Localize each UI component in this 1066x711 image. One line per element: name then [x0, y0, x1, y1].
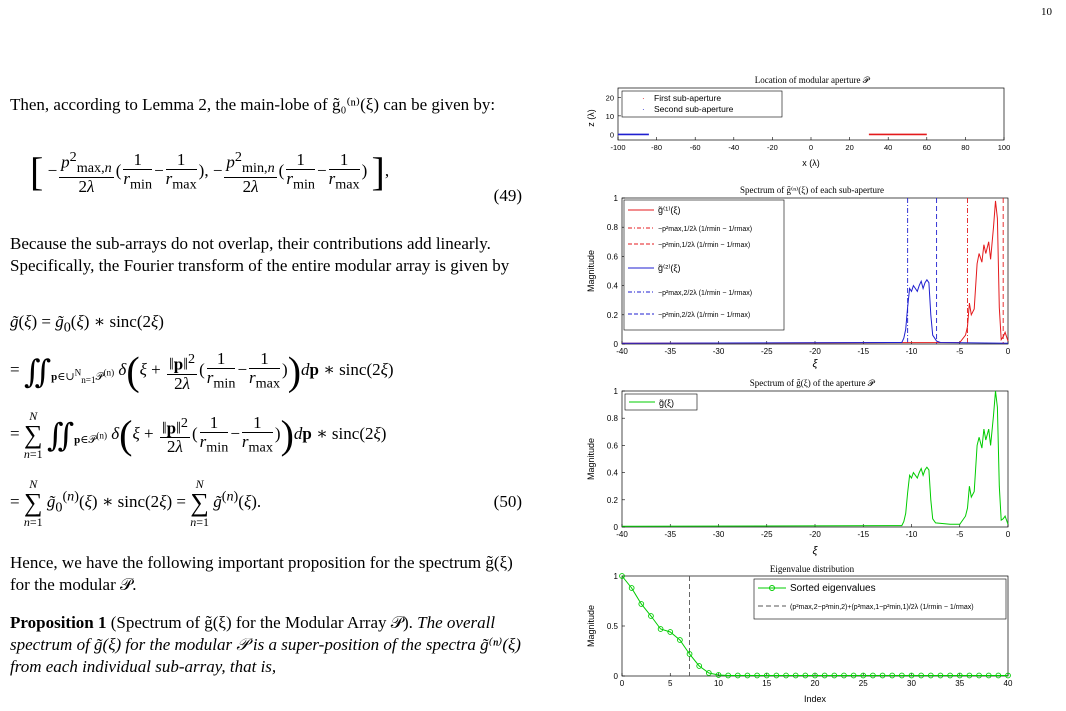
xtick-label: 10: [714, 679, 723, 688]
paragraph-2: [10, 233, 522, 277]
xtick-label: 5: [668, 679, 673, 688]
fig1-xlabel: x (λ): [802, 158, 820, 168]
xtick-label: -40: [616, 530, 628, 539]
fig4-eigenvalues: [586, 564, 1013, 704]
fig3-total-spectrum: [586, 378, 1011, 557]
ytick-label: 0.8: [606, 223, 618, 233]
xtick-label: -100: [610, 143, 626, 152]
ytick-label: 0.8: [606, 414, 618, 424]
xtick-label: 30: [907, 679, 916, 688]
ytick-label: 0: [613, 672, 618, 681]
paragraph-1: [10, 94, 522, 116]
fig2-xlabel: ξ: [812, 358, 818, 370]
fig3-title: Spectrum of g̃(ξ) of the aperture 𝒫: [749, 378, 875, 388]
xtick-label: -40: [616, 347, 628, 356]
xtick-label: 35: [955, 679, 965, 688]
ytick-label: 0.2: [606, 495, 618, 505]
eq50-number: (50): [493, 492, 522, 511]
para3-text: Hence, we have the following important proposition for the spectrum g̃(ξ) for the modular 𝒫.: [10, 553, 513, 594]
fig1-title: Location of modular aperture 𝒫: [754, 75, 870, 85]
fig1-legend-marker-2: ·: [642, 105, 645, 114]
prop-body: The overall spectrum of g̃(ξ) for the modular 𝒫 is a super-position of the spectra g̃⁽ⁿ⁾(ξ) from each individual sub-array, that is,: [10, 613, 521, 676]
xtick-label: -30: [712, 530, 725, 539]
ytick-label: 0.5: [606, 622, 618, 631]
ytick-label: 0.4: [606, 281, 618, 291]
svg-text:−p²min,1/2λ (1/rmin − 1/rmax): −p²min,1/2λ (1/rmin − 1/rmax): [658, 242, 751, 249]
xtick-label: 25: [858, 679, 868, 688]
ytick-label: 0.2: [606, 310, 618, 320]
xtick-label: 80: [961, 143, 970, 152]
xtick-label: -20: [809, 347, 821, 356]
fig4-xlabel: Index: [803, 694, 827, 704]
fig2-ylabel: Magnitude: [586, 249, 596, 293]
xtick-label: 0: [1005, 530, 1011, 539]
xtick-label: 100: [997, 143, 1011, 152]
xtick-label: -10: [905, 347, 918, 356]
fig1-legend-1: First sub-aperture: [654, 93, 722, 103]
xtick-label: -30: [712, 347, 725, 356]
xtick-label: -35: [664, 347, 677, 356]
xtick-label: 40: [884, 143, 893, 152]
para1-text: Then, according to Lemma 2, the main-lobe of g̃₀⁽ⁿ⁾(ξ) can be given by:: [10, 95, 496, 114]
xtick-label: 0: [1005, 347, 1011, 356]
fig1-xticks: [610, 137, 1010, 152]
para2-text: Because the sub-arrays do not overlap, their contributions add linearly. Specifically, the Fourier transform of the entire modular array is given by: [10, 234, 510, 275]
ytick-label: 1: [613, 387, 618, 396]
xtick-label: -15: [857, 530, 870, 539]
xtick-label: 0: [808, 143, 814, 152]
xtick-label: -40: [728, 143, 740, 152]
xtick-label: -25: [760, 347, 773, 356]
xtick-label: -25: [760, 530, 773, 539]
prop-title-rest: (Spectrum of g̃(ξ) for the Modular Array 𝒫).: [110, 613, 413, 632]
fig2-legend-1: g̃⁽¹⁾(ξ): [658, 205, 681, 215]
figure-panels: [582, 70, 1022, 706]
fig3-legend: [625, 394, 697, 410]
ytick-label: 1: [613, 194, 618, 203]
ytick-label: 0: [613, 523, 618, 532]
svg-text:−p²min,2/2λ (1/rmin − 1/rmax): −p²min,2/2λ (1/rmin − 1/rmax): [658, 312, 751, 319]
ytick-label: 0: [613, 340, 618, 349]
xtick-label: -60: [689, 143, 701, 152]
xtick-label: -20: [809, 530, 821, 539]
fig3-legend-1: g̃(ξ): [659, 398, 675, 408]
svg-text:(p²max,2−p²min,2)+(p²max,1−p²m: (p²max,2−p²min,2)+(p²max,1−p²min,1)/2λ (1/rmin − 1/rmax): [790, 604, 974, 611]
fig2-subaperture-spectrum: [586, 185, 1011, 370]
xtick-label: 15: [762, 679, 772, 688]
xtick-label: -15: [857, 347, 870, 356]
eq49-number: (49): [493, 186, 522, 205]
svg-text:−p²max,1/2λ (1/rmin − 1/rmax): −p²max,1/2λ (1/rmin − 1/rmax): [658, 226, 753, 233]
fig1-legend-2: Second sub-aperture: [654, 104, 734, 114]
paragraph-3: [10, 552, 522, 596]
xtick-label: 40: [1003, 679, 1013, 688]
page-number: 10: [1041, 6, 1052, 18]
xtick-label: -5: [956, 347, 964, 356]
fig3-series: [622, 391, 1008, 526]
series-line-1: [622, 391, 1008, 526]
fig1-legend: [622, 91, 782, 117]
fig2-legend-2: g̃⁽²⁾(ξ): [658, 263, 681, 273]
fig1-ylabel: z (λ): [586, 109, 596, 127]
proposition-1: [10, 612, 522, 678]
ytick-label: 0.6: [606, 252, 618, 262]
fig4-ylabel: Magnitude: [586, 604, 596, 648]
xtick-label: 20: [845, 143, 854, 152]
ytick-label: 0.4: [606, 468, 618, 478]
fig1-legend-marker-1: ·: [642, 94, 645, 103]
xtick-label: -10: [905, 530, 918, 539]
xtick-label: 20: [810, 679, 820, 688]
svg-text:−p²max,2/2λ (1/rmin − 1/rmax): −p²max,2/2λ (1/rmin − 1/rmax): [658, 290, 753, 297]
xtick-label: -80: [651, 143, 663, 152]
fig4-legend: [754, 579, 1006, 619]
fig3-xlabel: ξ: [812, 545, 818, 557]
fig1-location-plot: [586, 75, 1010, 168]
ytick-label: 0.6: [606, 441, 618, 451]
ytick-label: 1: [613, 572, 618, 581]
fig3-ylabel: Magnitude: [586, 437, 596, 481]
xtick-label: -20: [766, 143, 778, 152]
xtick-label: 60: [922, 143, 931, 152]
fig1-yticks: [606, 93, 621, 139]
figure-column: [582, 70, 1022, 706]
ytick-label: 20: [605, 93, 614, 103]
xtick-label: -5: [956, 530, 964, 539]
prop-title: Proposition 1: [10, 613, 107, 632]
ytick-label: 10: [605, 111, 614, 121]
equation-49: [ − $\frac{p^2_{max,n}}{2\lambda}$ ( $\frac{1}{r_{min}}$ − $\frac{1}{r_{max}}$ ), − $\frac{p^2_{min,n}}{2\lambda}$ ( $\frac{1}{r_{min}}$ − $\frac{1}{r_{max}}$ ) ], (49): [30, 149, 522, 205]
xtick-label: 0: [619, 679, 625, 688]
xtick-label: -35: [664, 530, 677, 539]
fig3-axes: [622, 391, 1008, 527]
fig2-legend: [624, 200, 784, 330]
ytick-label: 0: [609, 130, 614, 140]
fig4-legend-1: Sorted eigenvalues: [790, 583, 876, 594]
fig4-title: Eigenvalue distribution: [769, 564, 855, 574]
fig2-title: Spectrum of g̃⁽ⁿ⁾(ξ) of each sub-aperture: [740, 185, 884, 195]
